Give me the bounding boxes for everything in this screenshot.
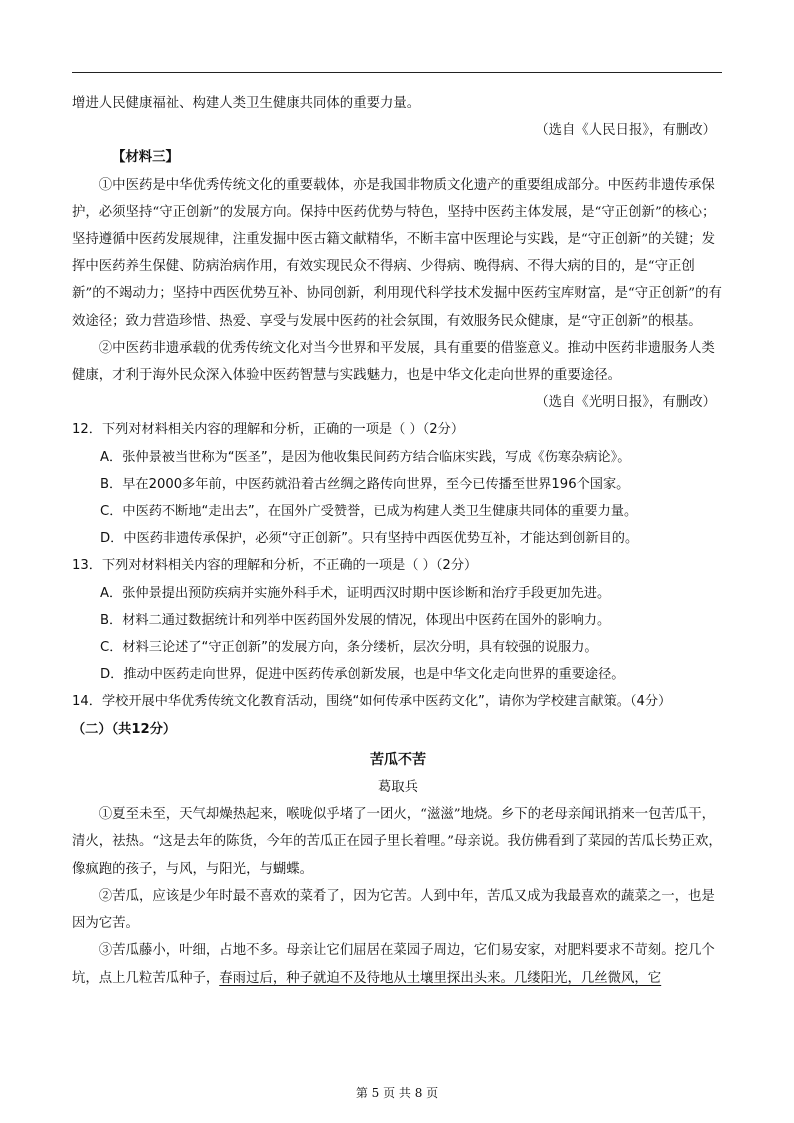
essay-paragraph-1: ①夏至未至，天气却燥热起来，喉咙似乎堵了一团火，“滋滋”地烧。乡下的老母亲闻讯捎来一包苦瓜干，清火，祛热。“这是去年的陈货，今年的苦瓜正在园子里长着哩。”母亲说。我仿佛看到了菜园的苦瓜长势正欢，像疯跑的孩子，与风，与阳光，与蝴蝶。	[72, 807, 722, 877]
question-13-option-c: C．材料三论述了“守正创新”的发展方向，条分缕析，层次分明，具有较强的说服力。	[100, 640, 598, 656]
question-12-stem: 12．下列对材料相关内容的理解和分析，正确的一项是（ ）（2分）	[72, 422, 465, 438]
question-13-option-d: D．推动中医药走向世界，促进中医药传承创新发展，也是中华文化走向世界的重要途径。	[100, 667, 625, 683]
question-13-option-b: B．材料二通过数据统计和列举中医药国外发展的情况，体现出中医药在国外的影响力。	[100, 612, 611, 628]
underlined-passage: 春雨过后，种子就迫不及待地从土壤里探出头来。几缕阳光，几丝微风，它	[219, 970, 662, 986]
question-13-stem: 13．下列对材料相关内容的理解和分析，不正确的一项是（ ）（2分）	[72, 558, 478, 574]
essay-paragraph-3	[72, 937, 724, 991]
essay-paragraph-3-text: ③苦瓜藤小，叶细，占地不多。母亲让它们屈居在菜园子周边，它们易安家，对肥料要求不苛刻。挖几个坑，点上几粒苦瓜种子，	[72, 943, 715, 986]
essay-paragraph-2: ②苦瓜，应该是少年时最不喜欢的菜肴了，因为它苦。人到中年，苦瓜又成为我最喜欢的蔬菜之一，也是因为它苦。	[72, 888, 715, 932]
question-14: 14．学校开展中华优秀传统文化教育活动，围绕“如何传承中医药文化”，请你为学校建言献策。（4分）	[72, 694, 672, 710]
question-12-option-d: D．中医药非遗传承保护，必须“守正创新”。只有坚持中西医优势互补，才能达到创新目的。	[100, 531, 639, 547]
source-citation: （选自《人民日报》，有删改）	[535, 123, 716, 139]
material-3-paragraph-2: ②中医药非遗承载的优秀传统文化对当今世界和平发展，具有重要的借鉴意义。推动中医药非遗服务人类健康，才利于海外民众深入体验中医药智慧与实践魅力，也是中华文化走向世界的重要途径。	[72, 340, 715, 384]
question-12-option-a: A．张仲景被当世称为“医圣”，是因为他收集民间药方结合临床实践，写成《伤寒杂病论》。	[100, 449, 631, 465]
question-12-option-c: C．中医药不断地“走出去”，在国外广受赞誉，已成为构建人类卫生健康共同体的重要力量。	[100, 504, 638, 520]
header-rule	[72, 72, 722, 73]
continuation-text: 增进人民健康福祉、构建人类卫生健康共同体的重要力量。	[72, 96, 421, 111]
essay-title: 苦瓜不苦	[370, 751, 426, 768]
section-heading: （二）（共12分）	[72, 721, 177, 737]
question-12-option-b: B．早在2000多年前，中医药就沿着古丝绸之路传向世界，至今已传播至世界196个国家。	[100, 476, 630, 492]
source-citation: （选自《光明日报》，有删改）	[535, 395, 716, 411]
question-13-option-a: A．张仲景提出预防疾病并实施外科手术，证明西汉时期中医诊断和治疗手段更加先进。	[100, 585, 611, 601]
page-number-footer: 第 5 页 共 8 页	[355, 1086, 439, 1100]
material-3-paragraph-1: ①中医药是中华优秀传统文化的重要载体，亦是我国非物质文化遗产的重要组成部分。中医药非遗传承保护，必须坚持“守正创新”的发展方向。保持中医药优势与特色，坚持中医药主体发展，是“守正创新”的核心；坚持遵循中医药发展规律，注重发掘中医古籍文献精华，不断丰富中医理论与实践，是“守正创新”的关键；发挥中医药养生保健、防病治病作用，有效实现民众不得病、少得病、晚得病、不得大病的目的，是“守正创新”的不竭动力；坚持中西医优势互补、协同创新，利用现代科学技术发掘中医药宝库财富，是“守正创新”的有效途径；致力营造珍惜、热爱、享受与发展中医药的社会氛围，有效服务民众健康，是“守正创新”的根基。	[72, 177, 722, 329]
material-3-title: 【材料三】	[112, 149, 179, 166]
essay-author: 葛取兵	[377, 780, 419, 796]
page-content	[72, 90, 724, 992]
